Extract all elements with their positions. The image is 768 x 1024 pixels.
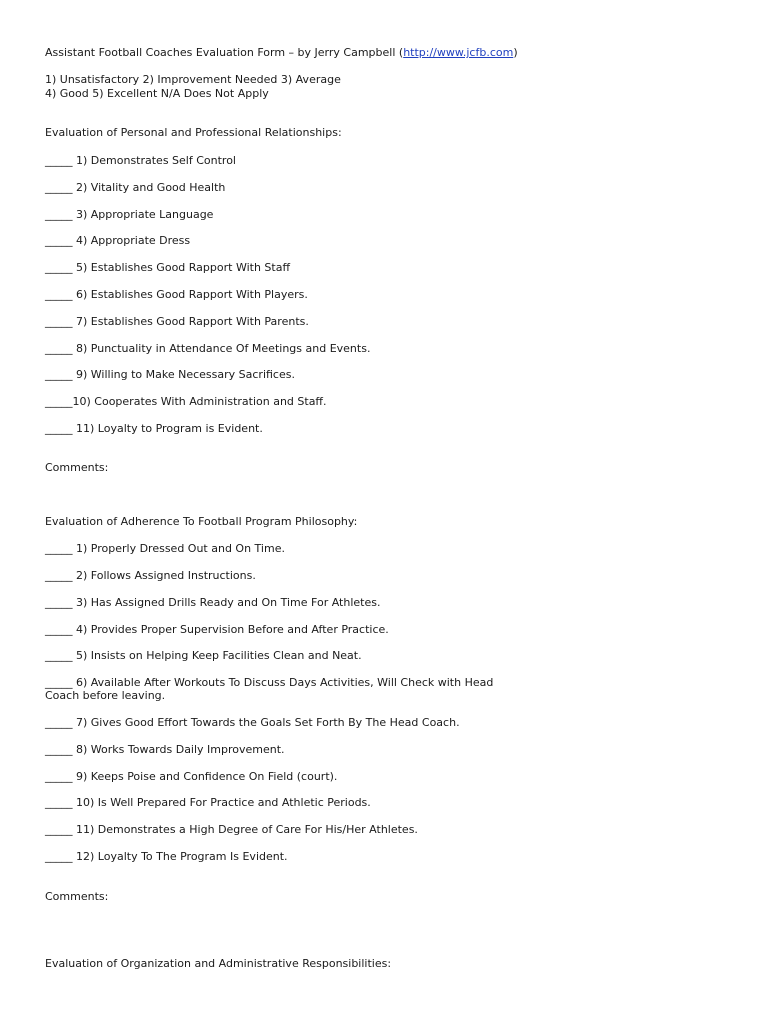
section-1-item: _____ 8) Punctuality in Attendance Of Meetings and Events. [45,342,371,355]
section-1-item: _____10) Cooperates With Administration and Staff. [45,395,327,408]
section-2-item: _____ 5) Insists on Helping Keep Facilities Clean and Neat. [45,649,362,662]
section-1-item: _____ 9) Willing to Make Necessary Sacrifices. [45,368,295,381]
section-2-item: _____ 12) Loyalty To The Program Is Evident. [45,850,288,863]
section-2-item: _____ 6) Available After Workouts To Discuss Days Activities, Will Check with Head [45,676,494,689]
section-2-item: _____ 8) Works Towards Daily Improvement. [45,743,285,756]
section-2-comments-label: Comments: [45,890,109,903]
section-2-heading: Evaluation of Adherence To Football Program Philosophy: [45,515,358,528]
section-1-item: _____ 7) Establishes Good Rapport With Parents. [45,315,309,328]
section-1-item: _____ 11) Loyalty to Program is Evident. [45,422,263,435]
section-2-item: _____ 2) Follows Assigned Instructions. [45,569,256,582]
section-2-item: _____ 4) Provides Proper Supervision Before and After Practice. [45,623,389,636]
section-2-item: _____ 10) Is Well Prepared For Practice and Athletic Periods. [45,796,371,809]
section-1-item: _____ 6) Establishes Good Rapport With Players. [45,288,308,301]
section-2-item-continuation: Coach before leaving. [45,689,166,702]
section-1-item: _____ 5) Establishes Good Rapport With Staff [45,261,291,274]
section-2-item: _____ 1) Properly Dressed Out and On Time. [45,542,285,555]
section-2-item: _____ 11) Demonstrates a High Degree of Care For His/Her Athletes. [45,823,418,836]
section-1-item: _____ 4) Appropriate Dress [45,234,191,247]
section-2-item: _____ 9) Keeps Poise and Confidence On Field (court). [45,770,338,783]
section-3-heading: Evaluation of Organization and Administrative Responsibilities: [45,957,392,970]
title-prefix: Assistant Football Coaches Evaluation Form – by Jerry Campbell ( [45,46,404,59]
section-2-item: _____ 3) Has Assigned Drills Ready and On Time For Athletes. [45,596,381,609]
section-1-item: _____ 3) Appropriate Language [45,208,214,221]
rating-scale-line-1: 1) Unsatisfactory 2) Improvement Needed 3) Average [45,73,341,86]
section-1-item: _____ 1) Demonstrates Self Control [45,154,236,167]
document-title [45,46,518,59]
section-1-item: _____ 2) Vitality and Good Health [45,181,226,194]
section-1-heading: Evaluation of Personal and Professional Relationships: [45,126,342,139]
section-2-item: _____ 7) Gives Good Effort Towards the Goals Set Forth By The Head Coach. [45,716,460,729]
rating-scale-line-2: 4) Good 5) Excellent N/A Does Not Apply [45,87,269,100]
section-1-comments-label: Comments: [45,461,109,474]
website-link[interactable]: http://www.jcfb.com [403,46,514,59]
title-suffix: ) [513,46,518,59]
